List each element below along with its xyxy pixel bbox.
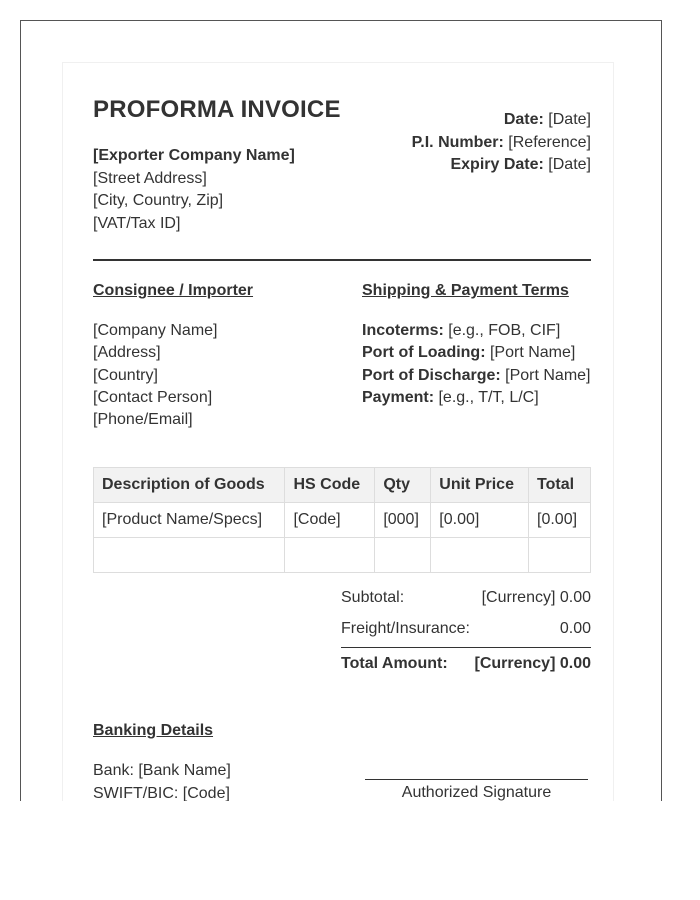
date-label: Date:	[503, 111, 544, 128]
expiry-date-row	[291, 154, 591, 177]
invoice-meta	[291, 109, 591, 177]
column-header: Unit Price	[431, 468, 529, 503]
table-cell: [000]	[375, 503, 431, 538]
table-cell: [Product Name/Specs]	[94, 503, 285, 538]
table-row	[94, 538, 591, 573]
shipping-details	[362, 320, 591, 409]
column-header: Qty	[375, 468, 431, 503]
expiry-date-label: Expiry Date:	[450, 156, 544, 173]
table-cell	[94, 538, 285, 573]
subtotal-row	[341, 589, 591, 621]
table-cell	[285, 538, 375, 573]
consignee-heading: Consignee / Importer	[93, 282, 254, 299]
table-cell	[375, 538, 431, 573]
signature-line	[365, 779, 588, 780]
table-cell: [0.00]	[529, 503, 591, 538]
exporter-street: [Street Address]	[93, 169, 207, 187]
port-discharge-row	[362, 365, 591, 387]
payment-value: [e.g., T/T, L/C]	[434, 388, 539, 406]
port-discharge-value: [Port Name]	[500, 366, 591, 384]
port-loading-label: Port of Loading:	[362, 344, 486, 362]
column-header: HS Code	[285, 468, 375, 503]
consignee-contact: [Contact Person]	[93, 388, 213, 406]
incoterms-row	[362, 320, 591, 342]
column-header: Total	[529, 468, 591, 503]
port-loading-value: [Port Name]	[485, 344, 576, 362]
table-cell	[431, 538, 529, 573]
swift-code: SWIFT/BIC: [Code]	[93, 784, 230, 801]
goods-table	[93, 467, 591, 573]
pi-number-row	[291, 132, 591, 155]
subtotal-value: [Currency] 0.00	[481, 589, 591, 606]
expiry-date-value: [Date]	[543, 156, 591, 173]
shipping-heading: Shipping & Payment Terms	[362, 282, 569, 299]
document-frame	[20, 20, 662, 801]
consignee-country: [Country]	[93, 366, 158, 384]
exporter-company-name: [Exporter Company Name]	[93, 147, 295, 164]
exporter-city: [City, Country, Zip]	[93, 192, 224, 209]
payment-row	[362, 387, 591, 409]
pi-number-label: P.I. Number:	[411, 133, 504, 151]
freight-value: 0.00	[559, 620, 591, 637]
subtotal-label: Subtotal:	[341, 589, 405, 606]
totals-block	[341, 589, 591, 681]
pi-number-value: [Reference]	[503, 133, 591, 151]
table-cell: [0.00]	[431, 503, 529, 538]
total-amount-label: Total Amount:	[341, 655, 448, 672]
incoterms-label: Incoterms:	[362, 322, 444, 339]
goods-table-header	[94, 468, 591, 503]
banking-heading: Banking Details	[93, 722, 214, 739]
exporter-block	[93, 145, 295, 235]
port-discharge-label: Port of Discharge:	[362, 366, 501, 384]
consignee-phone: [Phone/Email]	[93, 411, 193, 429]
column-header: Description of Goods	[94, 468, 285, 503]
table-row	[94, 503, 591, 538]
banking-details	[93, 760, 231, 801]
freight-label: Freight/Insurance:	[341, 620, 470, 637]
port-loading-row	[362, 342, 591, 364]
consignee-company: [Company Name]	[93, 322, 218, 339]
consignee-details	[93, 320, 218, 431]
total-amount-row	[341, 655, 591, 687]
bank-name: Bank: [Bank Name]	[93, 762, 231, 779]
table-cell	[529, 538, 591, 573]
signature-label: Authorized Signature	[401, 784, 552, 801]
header-divider	[93, 259, 591, 261]
total-amount-value: [Currency] 0.00	[474, 655, 591, 672]
payment-label: Payment:	[362, 388, 435, 406]
date-row	[291, 109, 591, 132]
freight-row	[341, 620, 591, 648]
date-value: [Date]	[543, 111, 591, 128]
consignee-address: [Address]	[93, 344, 161, 362]
incoterms-value: [e.g., FOB, CIF]	[443, 322, 561, 339]
invoice-title: PROFORMA INVOICE	[93, 96, 341, 123]
exporter-vat: [VAT/Tax ID]	[93, 214, 181, 232]
table-cell: [Code]	[285, 503, 375, 538]
invoice-sheet	[62, 62, 614, 801]
